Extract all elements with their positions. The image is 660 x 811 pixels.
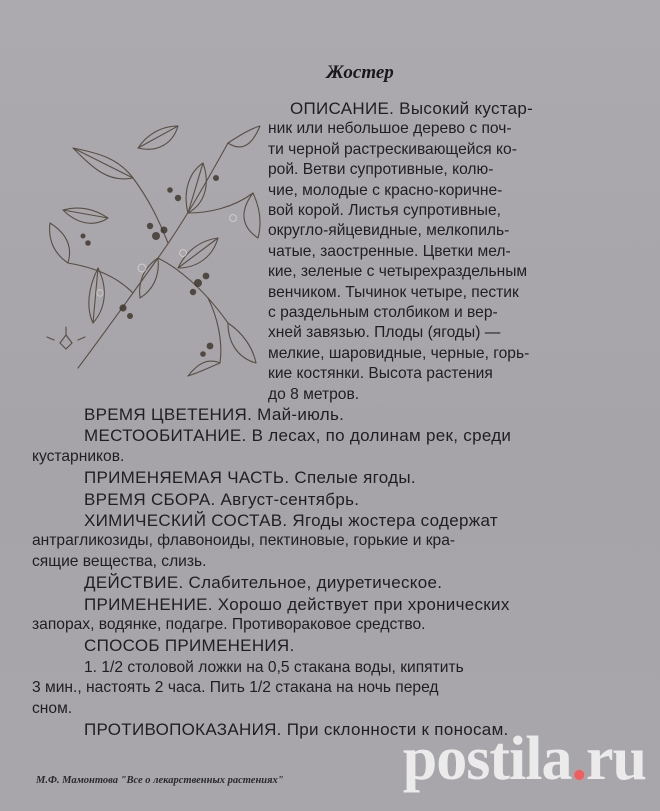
description-line: хней завязью. Плоды (ягоды) — — [268, 324, 501, 342]
section-line: 3 мин., настоять 2 часа. Пить 1/2 стакана на ночь перед — [32, 679, 439, 697]
section-line: кустарников. — [32, 447, 125, 465]
section-flowering-time — [84, 405, 604, 425]
description-line: ОПИСАНИЕ. Высокий кустар- — [290, 99, 534, 118]
description-line: чие, молодые с красно-коричне- — [268, 181, 503, 199]
section-line: ХИМИЧЕСКИЙ СОСТАВ. Ягоды жостера содержат — [84, 511, 498, 531]
page-title: Жостер — [326, 62, 394, 83]
section-chemical-composition — [32, 511, 604, 572]
description-line: до 8 метров. — [268, 385, 360, 403]
watermark-right: ru — [586, 725, 646, 793]
section-line: ПРОТИВОПОКАЗАНИЯ. При склонности к поносам. — [84, 720, 509, 740]
section-line: СПОСОБ ПРИМЕНЕНИЯ. — [84, 636, 295, 656]
section-line: 1. 1/2 столовой ложки на 0,5 стакана воды, кипятить — [84, 658, 464, 676]
section-harvest-time — [84, 490, 604, 510]
section-method — [84, 636, 604, 656]
description-line: ник или небольшое дерево с поч- — [268, 120, 512, 138]
buckthorn-branch-illustration — [38, 118, 266, 380]
description-line: мелкие, шаровидные, черные, горь- — [268, 344, 530, 362]
description-line: кие костянки. Высота растения — [268, 365, 493, 383]
section-action — [84, 573, 604, 593]
section-recipe — [32, 658, 604, 719]
watermark-dot: . — [571, 725, 586, 793]
section-line: запорах, водянке, подагре. Противораковое средство. — [32, 616, 426, 634]
description-line: кие, зеленые с четырехраздельным — [268, 263, 528, 281]
description-line: вой корой. Листья супротивные, — [268, 202, 502, 220]
section-line: антрагликозиды, флавоноиды, пектиновые, горькие и кра- — [32, 532, 456, 550]
description-block — [268, 99, 603, 405]
description-line: рой. Ветви супротивные, колю- — [268, 161, 494, 179]
section-used-part — [84, 468, 604, 488]
section-line: сном. — [32, 699, 73, 717]
description-line: округло-яйцевидные, мелкопиль- — [268, 222, 510, 240]
section-line: ВРЕМЯ СБОРА. Август-сентябрь. — [84, 489, 360, 509]
section-line: ПРИМЕНЕНИЕ. Хорошо действует при хронических — [84, 594, 510, 614]
section-line: ВРЕМЯ ЦВЕТЕНИЯ. Май-июль. — [84, 405, 345, 424]
description-line: с раздельным столбиком и вер- — [268, 304, 498, 322]
section-application — [32, 594, 604, 636]
watermark-left: postila — [402, 725, 572, 793]
section-habitat — [32, 426, 604, 467]
description-line: чатые, заостренные. Цветки мел- — [268, 242, 511, 260]
description-line: венчиком. Тычинок четыре, пестик — [268, 283, 519, 301]
section-line: ДЕЙСТВИЕ. Слабительное, диуретическое. — [84, 573, 443, 593]
site-watermark — [403, 724, 646, 795]
sections-block — [32, 404, 604, 741]
source-citation: М.Ф. Мамонтова "Все о лекарственных растениях" — [36, 775, 284, 786]
description-line: ти черной растрескивающейся ко- — [268, 140, 517, 158]
section-line: сящие вещества, слизь. — [32, 552, 207, 570]
section-line: ПРИМЕНЯЕМАЯ ЧАСТЬ. Спелые ягоды. — [84, 468, 416, 488]
section-line: МЕСТООБИТАНИЕ. В лесах, по долинам рек, среди — [84, 426, 512, 446]
